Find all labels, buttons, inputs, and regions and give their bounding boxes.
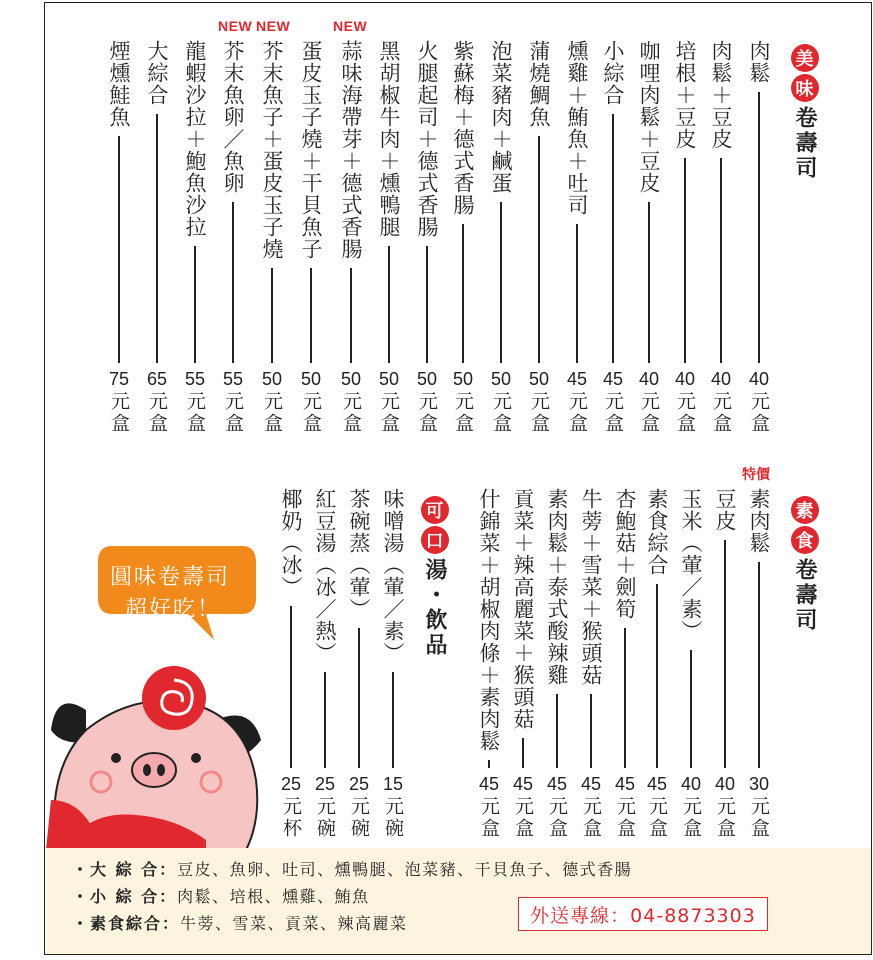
item-price: 25 — [314, 774, 336, 794]
menu-item — [742, 488, 776, 840]
pig-mascot-icon — [46, 650, 276, 850]
item-price: 30 — [748, 774, 770, 794]
leader-line — [350, 268, 352, 363]
menu-item — [522, 40, 556, 435]
badge-char-2: 味 — [791, 74, 819, 102]
item-name: 蛋皮玉子燒＋干貝魚子 — [299, 40, 323, 260]
item-price: 45 — [614, 774, 636, 794]
menu-item — [506, 488, 540, 840]
item-price: 65 — [146, 369, 168, 389]
menu-item — [178, 40, 212, 435]
menu-item — [608, 488, 642, 840]
item-name: 蒲燒鯛魚 — [527, 40, 551, 128]
item-price: 40 — [680, 774, 702, 794]
item-price: 25 — [348, 774, 370, 794]
bubble-line-1: 圓味卷壽司 — [110, 565, 231, 590]
badge-char-1: 可 — [421, 496, 449, 524]
item-name: 肉鬆＋豆皮 — [709, 40, 733, 150]
item-unit: 元盒 — [710, 391, 732, 435]
leader-line — [612, 114, 614, 363]
item-price: 55 — [222, 369, 244, 389]
menu-item — [472, 488, 506, 840]
item-price: 50 — [528, 369, 550, 389]
delivery-hotline: 外送專線：04-8873303 — [518, 897, 768, 931]
item-name: 咖哩肉鬆＋豆皮 — [637, 40, 661, 194]
menu-item — [376, 488, 410, 840]
item-unit: 元盒 — [546, 796, 568, 840]
item-price: 50 — [452, 369, 474, 389]
item-price: 40 — [714, 774, 736, 794]
item-unit: 元盒 — [674, 391, 696, 435]
leader-line — [310, 268, 312, 363]
leader-line — [388, 246, 390, 363]
new-tag: NEW — [218, 18, 253, 34]
item-unit: 元盒 — [490, 391, 512, 435]
menu-item — [640, 488, 674, 840]
leader-line — [290, 606, 292, 768]
item-unit: 元杯 — [280, 796, 302, 840]
note-large-combo — [72, 857, 632, 880]
leader-line — [656, 584, 658, 768]
menu-item — [308, 488, 342, 840]
item-unit: 元盒 — [261, 391, 283, 435]
item-unit: 元碗 — [314, 796, 336, 840]
item-price: 40 — [710, 369, 732, 389]
item-price: 50 — [300, 369, 322, 389]
item-name: 茶碗蒸（葷） — [347, 488, 371, 620]
leader-line — [358, 628, 360, 768]
item-name: 杏鮑菇＋劍筍 — [613, 488, 637, 620]
item-name: 紅豆湯（冰／熱） — [313, 488, 337, 664]
item-price: 55 — [184, 369, 206, 389]
item-name: 泡菜豬肉＋鹹蛋 — [489, 40, 513, 194]
item-price: 45 — [478, 774, 500, 794]
item-unit: 元盒 — [108, 391, 130, 435]
leader-line — [758, 562, 760, 768]
item-price: 75 — [108, 369, 130, 389]
menu-item — [446, 40, 480, 435]
new-tag: NEW — [256, 18, 291, 34]
item-unit: 元碗 — [348, 796, 370, 840]
leader-line — [118, 136, 120, 363]
menu-item — [102, 40, 136, 435]
veg-section-title: 卷壽司 — [792, 558, 817, 633]
menu-item — [484, 40, 518, 435]
item-price: 45 — [512, 774, 534, 794]
menu-item — [255, 40, 289, 435]
menu-item — [704, 40, 738, 435]
note-text: 豆皮、魚卵、吐司、燻鴨腿、泡菜豬、干貝魚子、德式香腸 — [177, 860, 633, 879]
item-price: 40 — [638, 369, 660, 389]
item-name: 小綜合 — [601, 40, 625, 106]
badge-char-1: 素 — [791, 496, 819, 524]
menu-item — [274, 488, 308, 840]
menu-item — [596, 40, 630, 435]
leader-line — [724, 540, 726, 768]
leader-line — [271, 268, 273, 363]
leader-line — [684, 158, 686, 363]
item-price: 25 — [280, 774, 302, 794]
menu-item — [372, 40, 406, 435]
item-price: 50 — [416, 369, 438, 389]
item-unit: 元盒 — [614, 796, 636, 840]
item-name: 燻雞＋鮪魚＋吐司 — [565, 40, 589, 216]
leader-line — [522, 738, 524, 768]
badge-char-2: 口 — [421, 526, 449, 554]
item-unit: 元盒 — [748, 391, 770, 435]
item-price: 40 — [674, 369, 696, 389]
item-name: 什錦菜＋胡椒肉條＋素肉鬆 — [477, 488, 501, 752]
badge-char-2: 食 — [791, 526, 819, 554]
item-unit: 元盒 — [714, 796, 736, 840]
menu-item — [342, 488, 376, 840]
item-name: 貢菜＋辣高麗菜＋猴頭菇 — [511, 488, 535, 730]
note-label: ・大 綜 合： — [72, 860, 178, 879]
menu-item — [668, 40, 702, 435]
veg-section-badge — [789, 496, 820, 633]
item-name: 紫蘇梅＋德式香腸 — [451, 40, 475, 216]
menu-item — [674, 488, 708, 840]
leader-line — [624, 628, 626, 768]
item-unit: 元盒 — [646, 796, 668, 840]
leader-line — [590, 694, 592, 768]
item-price: 50 — [490, 369, 512, 389]
item-price: 45 — [546, 774, 568, 794]
item-unit: 元盒 — [512, 796, 534, 840]
item-unit: 元盒 — [416, 391, 438, 435]
item-name: 芥末魚卵／魚卵 — [221, 40, 245, 194]
badge-char-1: 美 — [791, 44, 819, 72]
menu-item — [708, 488, 742, 840]
item-unit: 元盒 — [222, 391, 244, 435]
item-price: 50 — [261, 369, 283, 389]
menu-item — [574, 488, 608, 840]
item-price: 40 — [748, 369, 770, 389]
menu-item — [540, 488, 574, 840]
item-name: 芥末魚子＋蛋皮玉子燒 — [260, 40, 284, 260]
note-text: 肉鬆、培根、燻雞、鮪魚 — [177, 887, 370, 906]
item-unit: 元盒 — [184, 391, 206, 435]
menu-item — [560, 40, 594, 435]
item-unit: 元盒 — [478, 796, 500, 840]
item-unit: 元盒 — [340, 391, 362, 435]
item-name: 素食綜合 — [645, 488, 669, 576]
leader-line — [500, 202, 502, 363]
menu-item — [216, 40, 250, 435]
item-unit: 元盒 — [680, 796, 702, 840]
item-unit: 元盒 — [146, 391, 168, 435]
item-name: 煙燻鮭魚 — [107, 40, 131, 128]
menu-item — [742, 40, 776, 435]
menu-item — [334, 40, 368, 435]
leader-line — [758, 92, 760, 363]
item-name: 蒜味海帶芽＋德式香腸 — [339, 40, 363, 260]
item-name: 火腿起司＋德式香腸 — [415, 40, 439, 238]
item-price: 15 — [382, 774, 404, 794]
item-name: 龍蝦沙拉＋鮑魚沙拉 — [183, 40, 207, 238]
note-label: ・素食綜合： — [72, 914, 181, 933]
item-unit: 元盒 — [452, 391, 474, 435]
menu-item — [140, 40, 174, 435]
item-unit: 元盒 — [566, 391, 588, 435]
item-name: 素肉鬆 — [747, 488, 771, 554]
leader-line — [576, 224, 578, 363]
item-unit: 元盒 — [580, 796, 602, 840]
item-name: 椰奶（冰） — [279, 488, 303, 598]
item-unit: 元盒 — [748, 796, 770, 840]
item-price: 45 — [646, 774, 668, 794]
item-unit: 元盒 — [638, 391, 660, 435]
bubble-line-2: 超好吃！ — [125, 597, 222, 622]
note-small-combo — [72, 884, 370, 907]
soup-section-title: 湯・飲品 — [422, 558, 447, 658]
leader-line — [232, 202, 234, 363]
item-unit: 元盒 — [602, 391, 624, 435]
leader-line — [156, 114, 158, 363]
leader-line — [538, 136, 540, 363]
soup-section-badge — [419, 496, 450, 658]
item-name: 黑胡椒牛肉＋燻鴨腿 — [377, 40, 401, 238]
item-name: 豆皮 — [713, 488, 737, 532]
menu-item — [294, 40, 328, 435]
leader-line — [392, 672, 394, 768]
leader-line — [462, 224, 464, 363]
item-price: 45 — [580, 774, 602, 794]
item-name: 大綜合 — [145, 40, 169, 106]
item-price: 45 — [566, 369, 588, 389]
roll-section-badge — [789, 44, 820, 181]
leader-line — [194, 246, 196, 363]
leader-line — [324, 672, 326, 768]
leader-line — [720, 158, 722, 363]
leader-line — [488, 760, 490, 768]
item-unit: 元盒 — [378, 391, 400, 435]
note-label: ・小 綜 合： — [72, 887, 178, 906]
item-price: 50 — [378, 369, 400, 389]
leader-line — [556, 694, 558, 768]
new-tag: NEW — [333, 18, 368, 34]
item-unit: 元盒 — [528, 391, 550, 435]
menu-item — [410, 40, 444, 435]
item-name: 玉米（葷／素） — [679, 488, 703, 642]
menu-item — [632, 40, 666, 435]
item-price: 50 — [340, 369, 362, 389]
item-price: 45 — [602, 369, 624, 389]
item-name: 素肉鬆＋泰式酸辣雞 — [545, 488, 569, 686]
item-unit: 元盒 — [300, 391, 322, 435]
note-text: 牛蒡、雪菜、貢菜、辣高麗菜 — [180, 914, 408, 933]
roll-section-title: 卷壽司 — [792, 106, 817, 181]
leader-line — [426, 246, 428, 363]
leader-line — [648, 202, 650, 363]
item-name: 味噌湯（葷／素） — [381, 488, 405, 664]
item-unit: 元碗 — [382, 796, 404, 840]
item-name: 培根＋豆皮 — [673, 40, 697, 150]
special-price-tag: 特價 — [742, 467, 770, 483]
note-veg-combo — [72, 911, 408, 934]
item-name: 肉鬆 — [747, 40, 771, 84]
leader-line — [690, 650, 692, 768]
item-name: 牛蒡＋雪菜＋猴頭菇 — [579, 488, 603, 686]
